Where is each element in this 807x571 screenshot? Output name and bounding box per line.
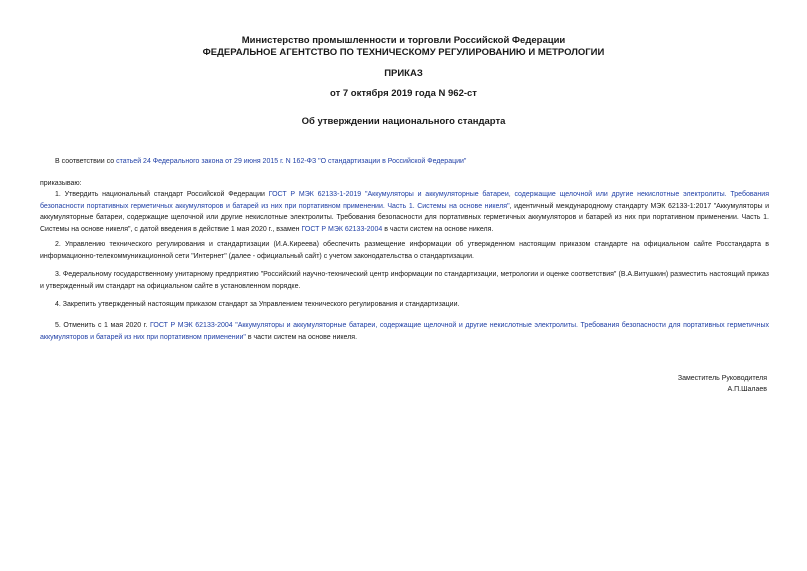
paragraph-1-prefix: 1. Утвердить национальный стандарт Российской Федерации [55, 191, 269, 198]
gost-62133-2004-cancel-link[interactable]: ГОСТ Р МЭК 62133-2004 "Аккумуляторы и аккумуляторные батареи, содержащие щелочной и другие некислотные электролиты. Требования безопасности для портативных герметичных аккумуляторов и батарей из них при портативном применении" [40, 322, 770, 341]
agency-heading: ФЕДЕРАЛЬНОЕ АГЕНТСТВО ПО ТЕХНИЧЕСКОМУ РЕГУЛИРОВАНИЮ И МЕТРОЛОГИИ [202, 47, 605, 58]
signatory-name: А.П.Шалаев [727, 386, 767, 393]
document-type-heading: ПРИКАЗ [384, 68, 423, 79]
ministry-heading: Министерство промышленности и торговли Российской Федерации [241, 35, 566, 46]
gost-62133-2004-link[interactable]: ГОСТ Р МЭК 62133-2004 [301, 225, 383, 233]
paragraph-1-suffix: в части систем на основе никеля. [382, 225, 494, 233]
paragraph-3: 3. Федеральному государственному унитарному предприятию "Российский научно-технический центр информации по стандартизации, метрологии и оценке соответствия" (В.А.Витушкин) разместить настоящий приказ и утвержденный им стандарт на официальном сайте в установленном порядке. [40, 271, 769, 290]
paragraph-1 [40, 189, 769, 235]
paragraph-4: 4. Закрепить утвержденный настоящим приказом стандарт за Управлением технического регулирования и стандартизации. [55, 301, 460, 308]
paragraph-5-suffix: в части систем на основе никеля. [245, 333, 358, 341]
paragraph-1-middle: , идентичный международному стандарту МЭК 62133-1:2017 "Аккумуляторы и аккумуляторные батареи, содержащие щелочной или другие некислотные электролиты. Требования безопасности для портативных герметичных аккумуляторов и батарей из них при портативном применении. Часть 1. Системы на основе никеля", с датой введения в действие 1 мая 2020 г., взамен [40, 202, 769, 233]
gost-62133-1-2019-link[interactable]: ГОСТ Р МЭК 62133-1-2019 "Аккумуляторы и аккумуляторные батареи, содержащие щелочной или другие некислотные электролиты. Требования безопасности портативных герметичных аккумуляторов и батарей из них при портативном применении. Часть 1. Системы на основе никеля" [40, 191, 769, 210]
paragraph-5-prefix: 5. Отменить с 1 мая 2020 г. [55, 322, 150, 329]
decree-text: приказываю: [40, 180, 82, 187]
intro-paragraph [40, 156, 769, 168]
signatory-title: Заместитель Руководителя [677, 375, 767, 382]
paragraph-2: 2. Управлению технического регулирования и стандартизации (И.А.Киреева) обеспечить размещение информации об утвержденном настоящим приказом стандарте на официальном сайте Росстандарта в информационно-телекоммуникационной сети "Интернет" (далее - официальный сайт) с учетом законодательства о стандартизации. [40, 241, 769, 260]
paragraph-5 [40, 320, 769, 343]
federal-law-link[interactable]: статьей 24 Федерального закона от 29 июня 2015 г. N 162-ФЗ "О стандартизации в Российской Федерации" [116, 158, 467, 165]
intro-prefix-text: В соответствии со [55, 158, 117, 165]
date-number-heading: от 7 октября 2019 года N 962-ст [330, 88, 477, 99]
document-subject-heading: Об утверждении национального стандарта [301, 116, 506, 127]
